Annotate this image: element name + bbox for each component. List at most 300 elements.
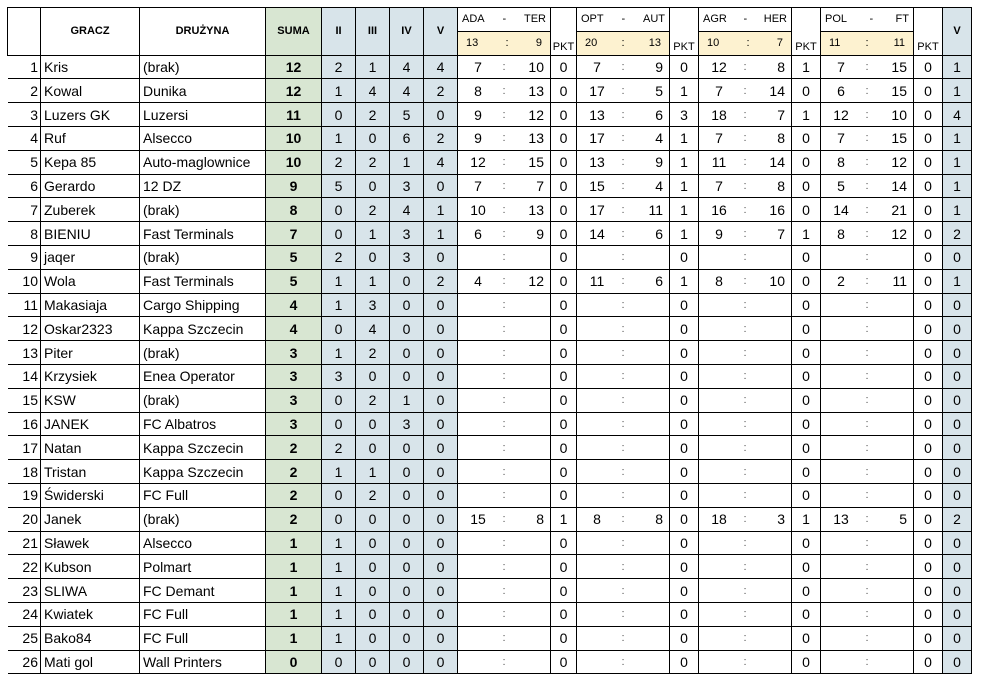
v-value: 1: [943, 269, 972, 293]
prediction-match-2: :: [577, 388, 670, 412]
prediction-match-3: 18 : 7: [699, 103, 792, 127]
prediction-match-3: :: [699, 341, 792, 365]
points-match-3: 0: [792, 579, 821, 603]
episode-4-value: 3: [390, 174, 424, 198]
points-match-3: 0: [792, 198, 821, 222]
episode-2-value: 2: [322, 55, 356, 79]
points-match-1: 0: [551, 245, 577, 269]
points-match-2: 0: [670, 555, 699, 579]
v-value: 0: [943, 626, 972, 650]
episode-4-value: 3: [390, 245, 424, 269]
points-match-2: 0: [670, 531, 699, 555]
team-name: (brak): [140, 507, 266, 531]
prediction-match-4: 8 : 12: [821, 222, 914, 246]
prediction-match-3: :: [699, 650, 792, 674]
prediction-match-3: :: [699, 293, 792, 317]
team-name: FC Full: [140, 602, 266, 626]
prediction-match-3: 7 : 8: [699, 126, 792, 150]
prediction-match-4: :: [821, 341, 914, 365]
episode-2-value: 0: [322, 103, 356, 127]
prediction-match-2: :: [577, 245, 670, 269]
prediction-match-1: :: [458, 579, 551, 603]
prediction-match-1: :: [458, 388, 551, 412]
points-match-2: 1: [670, 79, 699, 103]
prediction-match-3: 16 : 16: [699, 198, 792, 222]
episode-5-value: 0: [424, 555, 458, 579]
prediction-match-4: :: [821, 626, 914, 650]
prediction-match-3: :: [699, 555, 792, 579]
row-number: 24: [8, 602, 41, 626]
prediction-match-2: 17 : 5: [577, 79, 670, 103]
prediction-match-1: 7 : 10: [458, 55, 551, 79]
points-match-3: 0: [792, 341, 821, 365]
points-match-2: 0: [670, 364, 699, 388]
player-name: Piter: [41, 341, 140, 365]
points-match-3: 1: [792, 507, 821, 531]
prediction-match-3: :: [699, 483, 792, 507]
table-row: [8, 341, 972, 365]
points-match-4: 0: [914, 79, 943, 103]
episode-5-value: 1: [424, 198, 458, 222]
points-match-2: 0: [670, 436, 699, 460]
episode-2-value: 2: [322, 436, 356, 460]
prediction-match-4: 13 : 5: [821, 507, 914, 531]
episode-5-value: 0: [424, 364, 458, 388]
row-number: 15: [8, 388, 41, 412]
header-number: [8, 8, 41, 56]
match-2-teams: OPT - AUT: [577, 8, 670, 32]
player-name: Ruf: [41, 126, 140, 150]
points-match-1: 0: [551, 460, 577, 484]
episode-5-value: 0: [424, 412, 458, 436]
v-value: 2: [943, 222, 972, 246]
table-row: [8, 222, 972, 246]
v-value: 1: [943, 198, 972, 222]
v-value: 0: [943, 483, 972, 507]
prediction-match-3: 7 : 8: [699, 174, 792, 198]
episode-5-value: 2: [424, 79, 458, 103]
row-number: 7: [8, 198, 41, 222]
points-match-3: 0: [792, 555, 821, 579]
points-match-4: 0: [914, 293, 943, 317]
episode-2-value: 2: [322, 245, 356, 269]
prediction-match-4: :: [821, 531, 914, 555]
table-row: [8, 602, 972, 626]
team-name: Fast Terminals: [140, 269, 266, 293]
prediction-match-4: :: [821, 579, 914, 603]
points-match-3: 0: [792, 364, 821, 388]
prediction-match-2: :: [577, 293, 670, 317]
row-number: 14: [8, 364, 41, 388]
episode-3-value: 2: [356, 483, 390, 507]
v-value: 1: [943, 150, 972, 174]
episode-2-value: 0: [322, 412, 356, 436]
points-match-1: 0: [551, 341, 577, 365]
episode-3-value: 2: [356, 103, 390, 127]
points-match-2: 0: [670, 507, 699, 531]
points-match-4: 0: [914, 483, 943, 507]
prediction-match-4: :: [821, 412, 914, 436]
points-match-3: 0: [792, 174, 821, 198]
prediction-match-4: :: [821, 460, 914, 484]
prediction-match-4: :: [821, 388, 914, 412]
prediction-match-1: 7 : 7: [458, 174, 551, 198]
row-number: 25: [8, 626, 41, 650]
player-name: Natan: [41, 436, 140, 460]
points-match-4: 0: [914, 150, 943, 174]
player-name: Oskar2323: [41, 317, 140, 341]
points-match-1: 0: [551, 293, 577, 317]
episode-4-value: 4: [390, 198, 424, 222]
prediction-match-2: 15 : 4: [577, 174, 670, 198]
episode-5-value: 0: [424, 174, 458, 198]
prediction-match-3: 9 : 7: [699, 222, 792, 246]
episode-4-value: 4: [390, 55, 424, 79]
sum-value: 3: [266, 341, 322, 365]
player-name: Kowal: [41, 79, 140, 103]
team-name: (brak): [140, 341, 266, 365]
points-match-4: 0: [914, 460, 943, 484]
prediction-match-4: :: [821, 555, 914, 579]
row-number: 10: [8, 269, 41, 293]
episode-4-value: 0: [390, 602, 424, 626]
row-number: 19: [8, 483, 41, 507]
points-match-4: 0: [914, 579, 943, 603]
prediction-match-4: :: [821, 364, 914, 388]
table-row: [8, 364, 972, 388]
team-name: (brak): [140, 245, 266, 269]
v-value: 0: [943, 364, 972, 388]
episode-5-value: 0: [424, 436, 458, 460]
row-number: 26: [8, 650, 41, 674]
header-episode-3: III: [356, 8, 390, 56]
player-name: Krzysiek: [41, 364, 140, 388]
episode-4-value: 0: [390, 507, 424, 531]
episode-5-value: 1: [424, 222, 458, 246]
prediction-match-4: :: [821, 650, 914, 674]
episode-3-value: 0: [356, 507, 390, 531]
table-row: [8, 436, 972, 460]
points-match-3: 0: [792, 388, 821, 412]
team-name: Luzersi: [140, 103, 266, 127]
episode-4-value: 6: [390, 126, 424, 150]
episode-3-value: 0: [356, 412, 390, 436]
prediction-match-2: :: [577, 602, 670, 626]
points-match-1: 0: [551, 555, 577, 579]
episode-2-value: 1: [322, 126, 356, 150]
episode-5-value: 0: [424, 626, 458, 650]
prediction-match-2: 8 : 8: [577, 507, 670, 531]
episode-3-value: 1: [356, 269, 390, 293]
prediction-match-1: :: [458, 602, 551, 626]
team-name: Dunika: [140, 79, 266, 103]
table-row: [8, 126, 972, 150]
row-number: 9: [8, 245, 41, 269]
points-match-2: 0: [670, 650, 699, 674]
match-2-score: 20 : 13: [577, 31, 670, 55]
v-value: 1: [943, 79, 972, 103]
team-name: (brak): [140, 198, 266, 222]
points-match-4: 0: [914, 412, 943, 436]
v-value: 1: [943, 174, 972, 198]
episode-3-value: 1: [356, 460, 390, 484]
team-name: Fast Terminals: [140, 222, 266, 246]
points-match-4: 0: [914, 55, 943, 79]
player-name: Janek: [41, 507, 140, 531]
table-row: [8, 650, 972, 674]
episode-4-value: 0: [390, 483, 424, 507]
prediction-match-4: :: [821, 602, 914, 626]
points-match-4: 0: [914, 174, 943, 198]
points-match-1: 0: [551, 174, 577, 198]
points-match-3: 1: [792, 55, 821, 79]
points-match-4: 0: [914, 198, 943, 222]
v-value: 0: [943, 579, 972, 603]
team-name: FC Full: [140, 483, 266, 507]
prediction-match-2: :: [577, 650, 670, 674]
prediction-match-2: :: [577, 412, 670, 436]
episode-2-value: 0: [322, 222, 356, 246]
episode-3-value: 2: [356, 198, 390, 222]
points-match-1: 0: [551, 103, 577, 127]
team-name: Alsecco: [140, 531, 266, 555]
prediction-match-3: :: [699, 626, 792, 650]
points-match-2: 0: [670, 341, 699, 365]
prediction-match-2: 14 : 6: [577, 222, 670, 246]
episode-2-value: 0: [322, 507, 356, 531]
sum-value: 1: [266, 531, 322, 555]
sum-value: 12: [266, 79, 322, 103]
points-match-2: 1: [670, 269, 699, 293]
episode-3-value: 2: [356, 341, 390, 365]
header-player: GRACZ: [41, 8, 140, 56]
points-match-4: 0: [914, 650, 943, 674]
row-number: 21: [8, 531, 41, 555]
player-name: Wola: [41, 269, 140, 293]
points-match-3: 0: [792, 293, 821, 317]
episode-2-value: 0: [322, 388, 356, 412]
prediction-match-4: 12 : 10: [821, 103, 914, 127]
points-match-2: 3: [670, 103, 699, 127]
v-value: 0: [943, 412, 972, 436]
sum-value: 3: [266, 364, 322, 388]
table-row: [8, 55, 972, 79]
points-match-4: 0: [914, 103, 943, 127]
prediction-match-2: :: [577, 317, 670, 341]
team-name: FC Demant: [140, 579, 266, 603]
points-match-4: 0: [914, 341, 943, 365]
episode-3-value: 0: [356, 579, 390, 603]
player-name: KSW: [41, 388, 140, 412]
prediction-match-2: :: [577, 460, 670, 484]
prediction-match-1: 9 : 13: [458, 126, 551, 150]
episode-3-value: 2: [356, 150, 390, 174]
table-row: [8, 579, 972, 603]
points-match-2: 1: [670, 222, 699, 246]
points-match-2: 0: [670, 388, 699, 412]
player-name: Świderski: [41, 483, 140, 507]
points-match-1: 0: [551, 626, 577, 650]
episode-3-value: 0: [356, 650, 390, 674]
episode-5-value: 0: [424, 460, 458, 484]
prediction-match-2: 7 : 9: [577, 55, 670, 79]
prediction-match-3: :: [699, 364, 792, 388]
v-value: 2: [943, 507, 972, 531]
episode-2-value: 1: [322, 626, 356, 650]
points-match-3: 0: [792, 460, 821, 484]
prediction-match-3: :: [699, 602, 792, 626]
v-value: 0: [943, 460, 972, 484]
player-name: Zuberek: [41, 198, 140, 222]
prediction-match-3: 12 : 8: [699, 55, 792, 79]
match-1-teams: ADA - TER: [458, 8, 551, 32]
v-value: 4: [943, 103, 972, 127]
prediction-match-3: :: [699, 245, 792, 269]
player-name: BIENIU: [41, 222, 140, 246]
standings-table: [7, 7, 972, 674]
prediction-match-4: 7 : 15: [821, 126, 914, 150]
team-name: Kappa Szczecin: [140, 460, 266, 484]
episode-2-value: 0: [322, 483, 356, 507]
points-match-1: 0: [551, 650, 577, 674]
points-match-1: 0: [551, 317, 577, 341]
v-value: 0: [943, 602, 972, 626]
points-match-1: 0: [551, 222, 577, 246]
prediction-match-1: :: [458, 317, 551, 341]
row-number: 13: [8, 341, 41, 365]
v-value: 1: [943, 126, 972, 150]
prediction-match-2: 13 : 6: [577, 103, 670, 127]
points-match-2: 0: [670, 579, 699, 603]
player-name: Kris: [41, 55, 140, 79]
row-number: 4: [8, 126, 41, 150]
points-match-4: 0: [914, 555, 943, 579]
row-number: 8: [8, 222, 41, 246]
sum-value: 3: [266, 412, 322, 436]
episode-4-value: 0: [390, 579, 424, 603]
episode-2-value: 3: [322, 364, 356, 388]
points-match-2: 0: [670, 317, 699, 341]
team-name: 12 DZ: [140, 174, 266, 198]
episode-5-value: 0: [424, 650, 458, 674]
prediction-match-4: 5 : 14: [821, 174, 914, 198]
prediction-match-4: :: [821, 245, 914, 269]
table-row: [8, 507, 972, 531]
sum-value: 2: [266, 436, 322, 460]
match-4-teams: POL - FT: [821, 8, 914, 32]
v-value: 0: [943, 341, 972, 365]
points-match-2: 0: [670, 55, 699, 79]
sum-value: 10: [266, 150, 322, 174]
episode-5-value: 0: [424, 579, 458, 603]
prediction-match-4: :: [821, 317, 914, 341]
sum-value: 10: [266, 126, 322, 150]
team-name: Wall Printers: [140, 650, 266, 674]
points-match-4: 0: [914, 317, 943, 341]
team-name: Alsecco: [140, 126, 266, 150]
prediction-match-1: 9 : 12: [458, 103, 551, 127]
points-match-1: 0: [551, 412, 577, 436]
prediction-match-1: :: [458, 531, 551, 555]
points-match-1: 0: [551, 79, 577, 103]
match-1-score: 13 : 9: [458, 31, 551, 55]
sum-value: 2: [266, 460, 322, 484]
row-number: 22: [8, 555, 41, 579]
prediction-match-4: :: [821, 293, 914, 317]
sum-value: 1: [266, 579, 322, 603]
prediction-match-4: 6 : 15: [821, 79, 914, 103]
player-name: Bako84: [41, 626, 140, 650]
team-name: Polmart: [140, 555, 266, 579]
points-match-1: 1: [551, 507, 577, 531]
episode-3-value: 0: [356, 245, 390, 269]
player-name: Makasiaja: [41, 293, 140, 317]
player-name: Kubson: [41, 555, 140, 579]
episode-4-value: 5: [390, 103, 424, 127]
points-match-1: 0: [551, 602, 577, 626]
row-number: 16: [8, 412, 41, 436]
episode-2-value: 1: [322, 531, 356, 555]
episode-4-value: 0: [390, 293, 424, 317]
sum-value: 4: [266, 293, 322, 317]
episode-3-value: 1: [356, 55, 390, 79]
table-row: [8, 198, 972, 222]
prediction-match-1: 6 : 9: [458, 222, 551, 246]
points-match-4: 0: [914, 126, 943, 150]
player-name: Mati gol: [41, 650, 140, 674]
match-4-score: 11 : 11: [821, 31, 914, 55]
header-episode-5: V: [424, 8, 458, 56]
prediction-match-1: 12 : 15: [458, 150, 551, 174]
prediction-match-3: 18 : 3: [699, 507, 792, 531]
prediction-match-3: 8 : 10: [699, 269, 792, 293]
prediction-match-3: :: [699, 317, 792, 341]
episode-2-value: 0: [322, 198, 356, 222]
row-number: 20: [8, 507, 41, 531]
points-match-4: 0: [914, 364, 943, 388]
prediction-match-2: :: [577, 364, 670, 388]
episode-3-value: 1: [356, 222, 390, 246]
prediction-match-2: :: [577, 555, 670, 579]
row-number: 6: [8, 174, 41, 198]
episode-3-value: 0: [356, 555, 390, 579]
points-match-1: 0: [551, 579, 577, 603]
points-match-3: 0: [792, 150, 821, 174]
sum-value: 4: [266, 317, 322, 341]
episode-5-value: 2: [424, 126, 458, 150]
player-name: jaqer: [41, 245, 140, 269]
prediction-match-1: :: [458, 245, 551, 269]
prediction-match-2: :: [577, 436, 670, 460]
prediction-match-2: 17 : 11: [577, 198, 670, 222]
v-value: 0: [943, 245, 972, 269]
episode-5-value: 0: [424, 507, 458, 531]
points-match-2: 1: [670, 150, 699, 174]
player-name: Gerardo: [41, 174, 140, 198]
prediction-match-2: 11 : 6: [577, 269, 670, 293]
prediction-match-1: :: [458, 293, 551, 317]
sum-value: 0: [266, 650, 322, 674]
episode-4-value: 0: [390, 555, 424, 579]
points-match-2: 0: [670, 483, 699, 507]
points-match-2: 0: [670, 245, 699, 269]
episode-2-value: 1: [322, 341, 356, 365]
prediction-match-2: :: [577, 626, 670, 650]
table-row: [8, 460, 972, 484]
sum-value: 1: [266, 602, 322, 626]
table-row: [8, 555, 972, 579]
points-match-3: 1: [792, 103, 821, 127]
